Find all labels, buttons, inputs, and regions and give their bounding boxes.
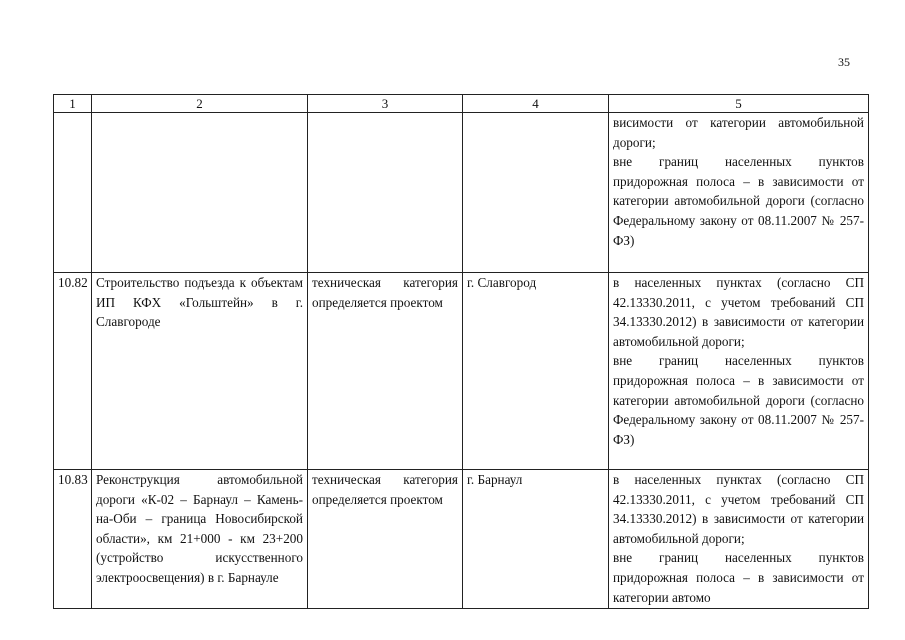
table-row xyxy=(54,273,869,470)
table-header-row xyxy=(54,95,869,113)
page-number: 35 xyxy=(838,55,850,69)
zone-description xyxy=(609,273,869,470)
zone-description xyxy=(609,470,869,609)
object-name: Реконструкция автомобильной дороги «К-02 – Барнаул – Камень-на-Оби – граница Новосибирской области», км 21+000 - км 23+200 (устройство искусственного электроосвещения) в г. Барнауле xyxy=(92,470,308,609)
location xyxy=(463,113,609,273)
road-category: техническая категория определяется проектом xyxy=(308,470,463,609)
header-col-1: 1 xyxy=(54,95,92,113)
row-number: 10.82 xyxy=(54,273,92,470)
header-col-4: 4 xyxy=(463,95,609,113)
zone-paragraph: вне границ населенных пунктов придорожная полоса – в зависимости от категории автомо xyxy=(613,550,864,605)
object-name: Строительство подъезда к объектам ИП КФХ «Гольштейн» в г. Славгороде xyxy=(92,273,308,470)
header-col-5: 5 xyxy=(609,95,869,113)
row-number: 10.83 xyxy=(54,470,92,609)
location: г. Барнаул xyxy=(463,470,609,609)
header-col-3: 3 xyxy=(308,95,463,113)
zone-description xyxy=(609,113,869,273)
table-row xyxy=(54,470,869,609)
header-col-2: 2 xyxy=(92,95,308,113)
location: г. Славгород xyxy=(463,273,609,470)
zone-paragraph: вне границ населенных пунктов придорожная полоса – в зависимости от категории автомобильной дороги (согласно Федеральному закону от 08.11.2007 № 257-ФЗ) xyxy=(613,154,864,248)
row-number xyxy=(54,113,92,273)
document-table xyxy=(53,94,869,609)
zone-clip xyxy=(613,470,864,606)
zone-paragraph: в населенных пунктах (согласно СП 42.13330.2011, с учетом требований СП 34.13330.2012) в зависимости от категории автомобильной дороги; xyxy=(613,472,864,546)
road-category xyxy=(308,113,463,273)
table-row xyxy=(54,113,869,273)
zone-paragraph: висимости от категории автомобильной дороги; xyxy=(613,115,864,150)
zone-paragraph: в населенных пунктах (согласно СП 42.13330.2011, с учетом требований СП 34.13330.2012) в зависимости от категории автомобильной дороги; xyxy=(613,275,864,349)
object-name xyxy=(92,113,308,273)
road-category: техническая категория определяется проектом xyxy=(308,273,463,470)
zone-paragraph: вне границ населенных пунктов придорожная полоса – в зависимости от категории автомобильной дороги (согласно Федеральному закону от 08.11.2007 № 257-ФЗ) xyxy=(613,353,864,447)
